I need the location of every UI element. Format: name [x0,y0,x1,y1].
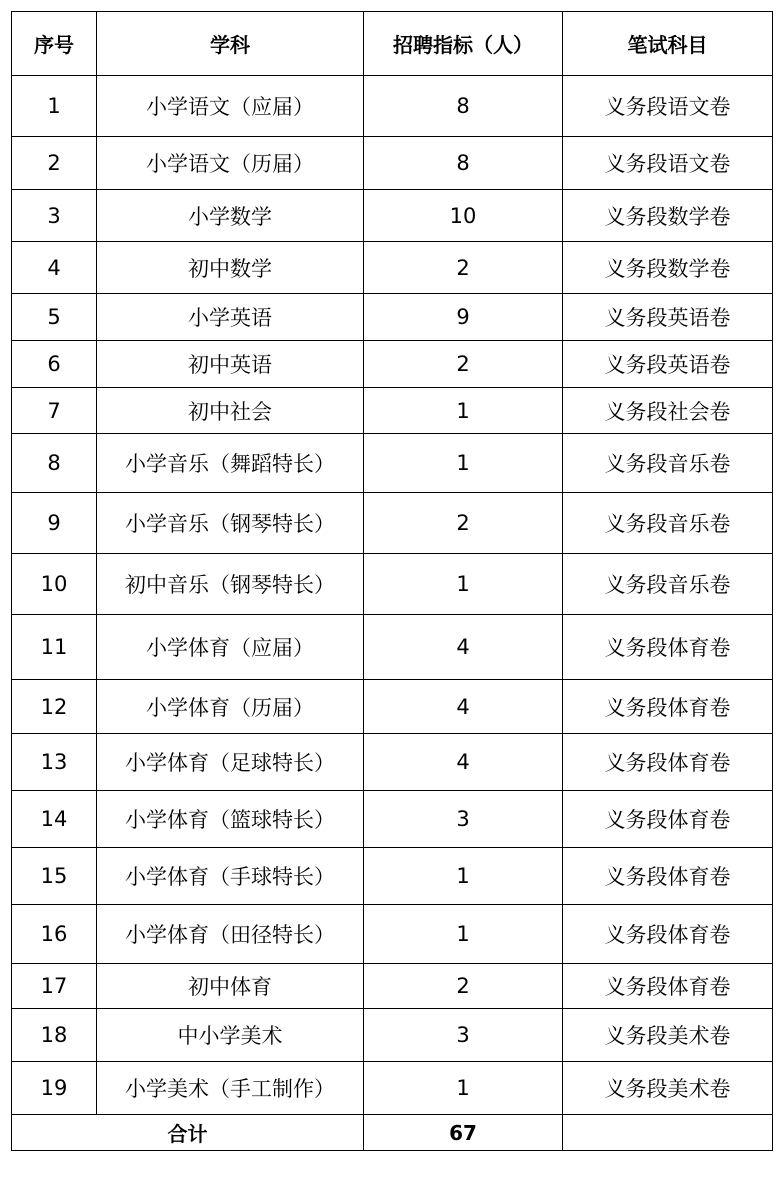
row-exam: 义务段体育卷 [563,848,773,905]
row-exam: 义务段音乐卷 [563,554,773,615]
row-exam: 义务段社会卷 [563,388,773,434]
row-count: 2 [364,242,563,294]
row-exam: 义务段美术卷 [563,1009,773,1062]
row-subject: 中小学美术 [97,1009,364,1062]
row-no: 16 [12,905,97,964]
row-count: 9 [364,294,563,341]
table-row [12,1009,773,1062]
table-body [12,76,773,1151]
row-subject: 小学体育（田径特长） [97,905,364,964]
row-no: 17 [12,964,97,1009]
row-exam: 义务段数学卷 [563,242,773,294]
row-subject: 初中数学 [97,242,364,294]
header-row [12,12,773,76]
row-exam: 义务段音乐卷 [563,493,773,554]
row-subject: 初中英语 [97,341,364,388]
row-count: 4 [364,734,563,791]
row-subject: 小学音乐（钢琴特长） [97,493,364,554]
row-no: 1 [12,76,97,137]
row-subject: 小学语文（应届） [97,76,364,137]
recruitment-table [11,11,773,1151]
row-no: 8 [12,434,97,493]
row-count: 10 [364,190,563,242]
table-row [12,190,773,242]
row-count: 2 [364,964,563,1009]
row-exam: 义务段体育卷 [563,734,773,791]
row-count: 1 [364,1062,563,1115]
row-count: 1 [364,905,563,964]
row-count: 8 [364,137,563,190]
row-exam: 义务段数学卷 [563,190,773,242]
table-row [12,964,773,1009]
row-exam: 义务段体育卷 [563,905,773,964]
row-count: 1 [364,554,563,615]
row-subject: 小学美术（手工制作） [97,1062,364,1115]
table-row [12,388,773,434]
row-exam: 义务段体育卷 [563,680,773,734]
table-row [12,734,773,791]
row-no: 18 [12,1009,97,1062]
row-exam: 义务段美术卷 [563,1062,773,1115]
row-no: 12 [12,680,97,734]
row-no: 9 [12,493,97,554]
row-subject: 小学体育（手球特长） [97,848,364,905]
row-no: 19 [12,1062,97,1115]
row-exam: 义务段音乐卷 [563,434,773,493]
row-count: 4 [364,615,563,680]
row-no: 10 [12,554,97,615]
row-exam: 义务段语文卷 [563,137,773,190]
table-row [12,242,773,294]
table-row [12,76,773,137]
row-subject: 小学音乐（舞蹈特长） [97,434,364,493]
row-subject: 初中社会 [97,388,364,434]
table-row [12,434,773,493]
table-row [12,137,773,190]
row-count: 1 [364,434,563,493]
table-row [12,615,773,680]
header-no: 序号 [12,12,97,76]
row-no: 15 [12,848,97,905]
row-no: 13 [12,734,97,791]
row-no: 7 [12,388,97,434]
row-no: 6 [12,341,97,388]
table-row [12,905,773,964]
row-no: 2 [12,137,97,190]
row-exam: 义务段体育卷 [563,791,773,848]
row-subject: 初中体育 [97,964,364,1009]
row-exam: 义务段体育卷 [563,964,773,1009]
total-label: 合计 [12,1115,364,1151]
row-count: 4 [364,680,563,734]
table-row [12,341,773,388]
row-exam: 义务段语文卷 [563,76,773,137]
table-row [12,294,773,341]
row-subject: 小学体育（应届） [97,615,364,680]
row-no: 11 [12,615,97,680]
row-count: 8 [364,76,563,137]
row-exam: 义务段体育卷 [563,615,773,680]
total-row [12,1115,773,1151]
row-subject: 小学数学 [97,190,364,242]
header-exam: 笔试科目 [563,12,773,76]
row-exam: 义务段英语卷 [563,294,773,341]
row-subject: 小学体育（篮球特长） [97,791,364,848]
row-count: 2 [364,341,563,388]
row-no: 4 [12,242,97,294]
row-count: 1 [364,388,563,434]
row-count: 3 [364,1009,563,1062]
table-row [12,848,773,905]
header-count: 招聘指标（人） [364,12,563,76]
table-row [12,791,773,848]
row-subject: 小学英语 [97,294,364,341]
row-no: 5 [12,294,97,341]
header-subject: 学科 [97,12,364,76]
table-row [12,493,773,554]
row-subject: 小学语文（历届） [97,137,364,190]
row-no: 14 [12,791,97,848]
total-count: 67 [364,1115,563,1151]
row-subject: 小学体育（历届） [97,680,364,734]
row-count: 3 [364,791,563,848]
row-subject: 初中音乐（钢琴特长） [97,554,364,615]
row-subject: 小学体育（足球特长） [97,734,364,791]
row-exam: 义务段英语卷 [563,341,773,388]
total-exam [563,1115,773,1151]
row-no: 3 [12,190,97,242]
table-row [12,1062,773,1115]
row-count: 1 [364,848,563,905]
row-count: 2 [364,493,563,554]
table-row [12,680,773,734]
table-row [12,554,773,615]
